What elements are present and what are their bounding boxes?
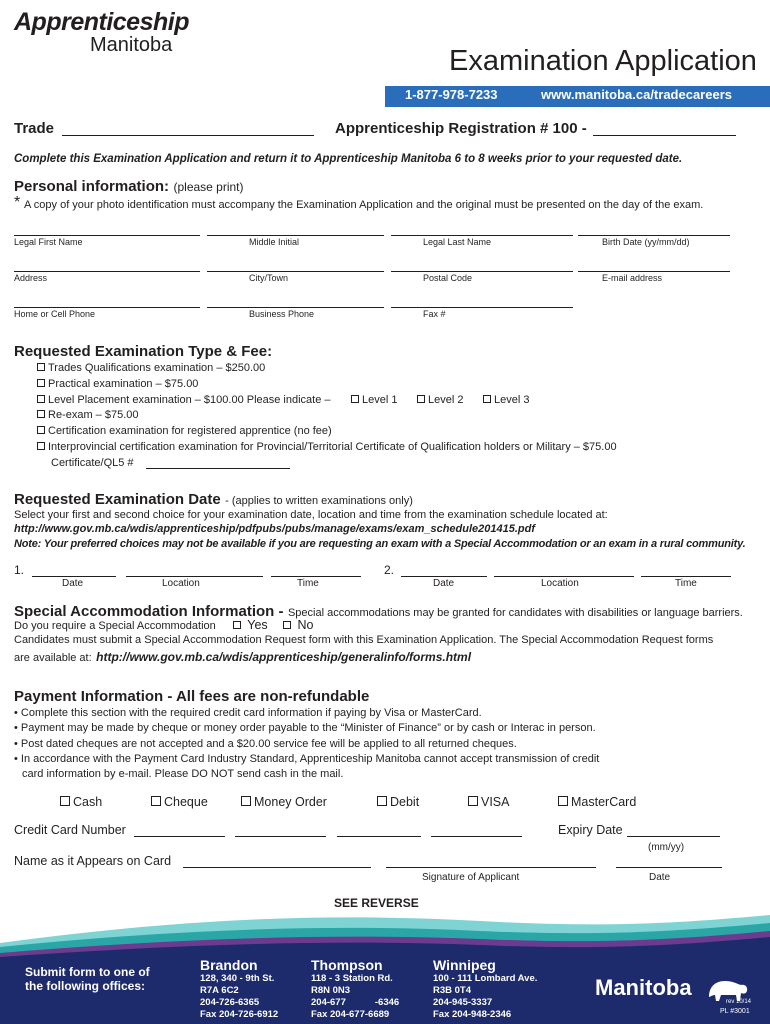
checkbox-icon: [37, 426, 45, 434]
choice-2-date-field[interactable]: [401, 576, 487, 577]
choice-2-date-label: Date: [433, 578, 455, 589]
payment-bullet-4: • In accordance with the Payment Card Industry Standard, Apprenticeship Manitoba cannot accept transmission of credit: [14, 753, 600, 765]
payment-cash[interactable]: [60, 795, 102, 809]
birth-date-field[interactable]: [578, 235, 730, 236]
trade-label: Trade: [14, 120, 55, 137]
option-level-placement[interactable]: [37, 394, 331, 406]
birth-date-label: Birth Date (yy/mm/dd): [602, 237, 690, 247]
submit-line-2: the following offices:: [25, 979, 145, 993]
photo-id-note: A copy of your photo identification must accompany the Examination Application and the original must be presented on the day of the exam.: [24, 199, 704, 211]
exam-date-heading: [14, 491, 413, 509]
certificate-label: Certificate/QL5 #: [51, 457, 134, 469]
option-label: Trades Qualifications examination – $250.00: [48, 362, 266, 374]
option-level-3[interactable]: [483, 394, 529, 406]
choice-1-time-label: Time: [297, 578, 319, 589]
office-postal: R7A 6C2: [200, 985, 239, 996]
first-name-field[interactable]: [14, 235, 200, 236]
card-number-field-1[interactable]: [134, 836, 225, 837]
apprenticeship-logo: Apprenticeship: [14, 8, 189, 36]
office-city: Brandon: [200, 957, 258, 973]
office-phone: 204-677 -6346: [311, 997, 400, 1008]
choice-2-location-field[interactable]: [494, 576, 634, 577]
checkbox-icon: [60, 796, 70, 806]
signature-field[interactable]: [386, 867, 596, 868]
website-link[interactable]: www.manitoba.ca/tradecareers: [541, 87, 732, 102]
checkbox-icon: [283, 621, 291, 629]
preferred-choices-note: Note: Your preferred choices may not be available if you are requesting an exam with a Special Accommodation or an exam in a rural community.: [14, 538, 746, 550]
last-name-label: Legal Last Name: [423, 237, 492, 247]
checkbox-icon: [37, 395, 45, 403]
choice-1-number: 1.: [14, 563, 25, 577]
manitoba-logo-subtitle: Manitoba: [90, 34, 173, 56]
expiry-format: (mm/yy): [648, 842, 685, 853]
checkbox-icon: [37, 442, 45, 450]
checkbox-icon: [468, 796, 478, 806]
personal-heading-note: (please print): [173, 180, 244, 194]
method-label: Money Order: [254, 795, 327, 809]
registration-label: Apprenticeship Registration # 100 -: [335, 120, 587, 137]
level-label: Level 1: [362, 394, 398, 406]
checkbox-icon: [417, 395, 425, 403]
middle-initial-label: Middle Initial: [249, 237, 300, 247]
option-trades-qualifications[interactable]: [37, 362, 265, 374]
office-postal: R3B 0T4: [433, 985, 472, 996]
email-field[interactable]: [578, 271, 730, 272]
home-phone-field[interactable]: [14, 307, 200, 308]
middle-initial-field[interactable]: [207, 235, 384, 236]
office-fax: Fax 204-948-2346: [433, 1009, 512, 1020]
accommodation-forms-line: [14, 648, 471, 666]
option-interprovincial[interactable]: [37, 441, 617, 453]
choice-1-date-field[interactable]: [32, 576, 116, 577]
checkbox-icon: [37, 379, 45, 387]
signature-date-field[interactable]: [616, 867, 722, 868]
signature-label: Signature of Applicant: [422, 872, 520, 883]
contact-band: [385, 86, 770, 107]
city-field[interactable]: [207, 271, 384, 272]
payment-bullet-1: • Complete this section with the required credit card information if paying by Visa or MasterCard.: [14, 707, 482, 719]
office-address: 100 - 111 Lombard Ave.: [433, 973, 538, 984]
option-label: Certification examination for registered apprentice (no fee): [48, 425, 332, 437]
payment-bullet-2: • Payment may be made by cheque or money order payable to the “Minister of Finance” or by cash or Interac in person.: [14, 722, 596, 734]
registration-field[interactable]: [593, 135, 736, 136]
signature-date-label: Date: [649, 872, 671, 883]
payment-cheque[interactable]: [151, 795, 208, 809]
option-re-exam[interactable]: [37, 409, 139, 421]
checkbox-icon: [377, 796, 387, 806]
choice-1-location-field[interactable]: [126, 576, 263, 577]
card-number-field-3[interactable]: [337, 836, 421, 837]
accommodation-heading-text: Special Accommodation Information -: [14, 603, 284, 620]
postal-code-field[interactable]: [391, 271, 573, 272]
yes-label: Yes: [247, 618, 268, 632]
payment-mastercard[interactable]: [558, 795, 636, 809]
level-label: Level 2: [428, 394, 464, 406]
personal-heading: [14, 178, 244, 196]
personal-heading-text: Personal information:: [14, 178, 170, 195]
checkbox-icon: [151, 796, 161, 806]
office-city: Winnipeg: [433, 957, 496, 973]
checkbox-icon: [351, 395, 359, 403]
method-label: Cheque: [164, 795, 208, 809]
choice-1-location-label: Location: [162, 578, 200, 589]
method-label: Cash: [73, 795, 103, 809]
accommodation-heading-note: Special accommodations may be granted for candidates with disabilities or language barriers.: [287, 607, 743, 619]
checkbox-icon: [241, 796, 251, 806]
office-phone: 204-726-6365: [200, 997, 260, 1008]
accommodation-no[interactable]: [283, 618, 313, 632]
office-postal: R8N 0N3: [311, 985, 351, 996]
schedule-url[interactable]: http://www.gov.mb.ca/wdis/apprenticeship/pdfpubs/pubs/manage/exams/exam_schedule201415.pdf: [14, 523, 536, 535]
choice-2-time-label: Time: [675, 578, 697, 589]
checkbox-icon: [37, 363, 45, 371]
method-label: Debit: [390, 795, 420, 809]
phone-number: 1-877-978-7233: [405, 87, 498, 102]
business-phone-field[interactable]: [207, 307, 384, 308]
expiry-label: Expiry Date: [558, 823, 623, 837]
payment-bullet-3: • Post dated cheques are not accepted and a $20.00 service fee will be applied to all returned cheques.: [14, 738, 517, 750]
accommodation-form-note: Candidates must submit a Special Accommodation Request form with this Examination Application. The Special Accommodation Request forms: [14, 634, 714, 646]
choice-1-time-field[interactable]: [271, 576, 361, 577]
fax-label: Fax #: [423, 309, 446, 319]
option-level-1[interactable]: [351, 394, 397, 406]
fax-field[interactable]: [391, 307, 573, 308]
checkbox-icon: [483, 395, 491, 403]
name-on-card-label: Name as it Appears on Card: [14, 854, 172, 868]
card-number-label: Credit Card Number: [14, 823, 126, 837]
choice-2-location-label: Location: [541, 578, 579, 589]
postal-code-label: Postal Code: [423, 273, 473, 283]
option-label: Practical examination – $75.00: [48, 378, 199, 390]
form-number: PL #3001: [720, 1008, 750, 1015]
choice-2-time-field[interactable]: [641, 576, 731, 577]
page-title: Examination Application: [449, 45, 757, 77]
city-label: City/Town: [249, 273, 289, 283]
choice-2-number: 2.: [384, 563, 395, 577]
option-label: Interprovincial certification examination for Provincial/Territorial Certificate of Qualification holders or Military – $75.00: [48, 441, 617, 453]
payment-debit[interactable]: [377, 795, 419, 809]
office-winnipeg: [433, 957, 537, 1021]
checkbox-icon: [558, 796, 568, 806]
submit-line-1: Submit form to one of: [25, 965, 150, 979]
option-level-2[interactable]: [417, 394, 463, 406]
office-address: 118 - 3 Station Rd.: [311, 973, 393, 984]
forms-url[interactable]: http://www.gov.mb.ca/wdis/apprenticeship/generalinfo/forms.html: [96, 650, 472, 664]
office-brandon: [200, 957, 278, 1021]
office-fax: Fax 204-726-6912: [200, 1009, 279, 1020]
checkbox-icon: [233, 621, 241, 629]
asterisk: *: [14, 194, 21, 211]
manitoba-brand-logo: Manitoba: [595, 975, 692, 1000]
last-name-field[interactable]: [391, 235, 573, 236]
exam-date-heading-note: - (applies to written examinations only): [225, 495, 413, 507]
exam-date-heading-text: Requested Examination Date: [14, 491, 221, 508]
exam-type-heading: Requested Examination Type & Fee:: [14, 343, 273, 360]
payment-money-order[interactable]: [241, 795, 327, 809]
address-field[interactable]: [14, 271, 200, 272]
first-name-label: Legal First Name: [14, 237, 83, 247]
office-fax: Fax 204-677-6689: [311, 1009, 390, 1020]
schedule-instructions: Select your first and second choice for your examination date, location and time from the examination schedule located at:: [14, 509, 608, 521]
option-label: Re-exam – $75.00: [48, 409, 139, 421]
option-label: Level Placement examination – $100.00 Please indicate –: [48, 394, 331, 406]
email-label: E-mail address: [602, 273, 663, 283]
footer: [0, 915, 770, 1024]
method-label: VISA: [481, 795, 510, 809]
office-address: 128, 340 - 9th St.: [200, 973, 275, 984]
instruction-text: Complete this Examination Application and return it to Apprenticeship Manitoba 6 to 8 weeks prior to your requested date.: [14, 153, 683, 165]
submit-instructions: [25, 965, 150, 993]
level-label: Level 3: [494, 394, 530, 406]
forms-available-label: are available at:: [14, 652, 92, 664]
option-certification[interactable]: [37, 425, 332, 437]
business-phone-label: Business Phone: [249, 309, 315, 319]
expiry-field[interactable]: [627, 836, 720, 837]
certificate-field[interactable]: [146, 468, 290, 469]
revision-date: rev 10/14: [726, 999, 752, 1005]
card-number-field-2[interactable]: [235, 836, 326, 837]
trade-field[interactable]: [62, 135, 314, 136]
accommodation-yes[interactable]: [233, 618, 268, 632]
address-label: Address: [14, 273, 48, 283]
see-reverse: SEE REVERSE: [334, 896, 419, 910]
payment-visa[interactable]: [468, 795, 510, 809]
name-on-card-field[interactable]: [183, 867, 371, 868]
office-city: Thompson: [311, 957, 383, 973]
method-label: MasterCard: [571, 795, 637, 809]
payment-bullet-4-cont: card information by e-mail. Please DO NOT send cash in the mail.: [22, 768, 344, 780]
card-number-field-4[interactable]: [431, 836, 522, 837]
choice-1-date-label: Date: [62, 578, 84, 589]
accommodation-question: Do you require a Special Accommodation: [14, 620, 216, 632]
office-phone: 204-945-3337: [433, 997, 493, 1008]
office-thompson: [311, 957, 399, 1021]
checkbox-icon: [37, 410, 45, 418]
option-practical[interactable]: [37, 378, 198, 390]
accommodation-heading: [14, 603, 743, 621]
payment-heading: Payment Information - All fees are non-refundable: [14, 688, 370, 705]
home-phone-label: Home or Cell Phone: [14, 309, 96, 319]
no-label: No: [297, 618, 314, 632]
